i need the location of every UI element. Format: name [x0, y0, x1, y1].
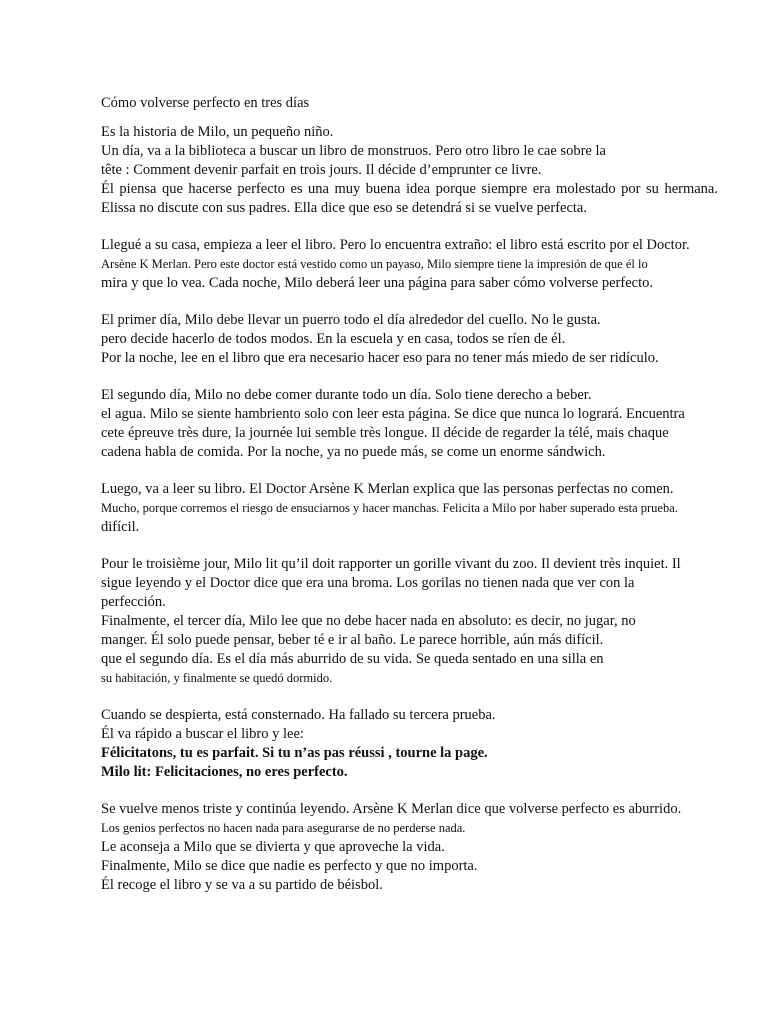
paragraph-4: [101, 386, 721, 462]
text-line: Se vuelve menos triste y continúa leyendo. Arsène K Merlan dice que volverse perfecto es aburrido.: [101, 801, 682, 817]
paragraph-7: [101, 706, 721, 782]
document-title: Cómo volverse perfecto en tres días: [101, 95, 310, 111]
text-line: Mucho, porque corremos el riesgo de ensuciarnos y hacer manchas. Felicita a Milo por haber superado esta prueba.: [101, 501, 678, 515]
document-page: [101, 94, 721, 913]
text-line: mira y que lo vea. Cada noche, Milo deberá leer una página para saber cómo volverse perfecto.: [101, 275, 653, 291]
text-line: Pour le troisième jour, Milo lit qu’il doit rapporter un gorille vivant du zoo. Il devient très inquiet. Il: [101, 556, 681, 572]
text-line: Los genios perfectos no hacen nada para asegurarse de no perderse nada.: [101, 821, 466, 835]
text-line: Llegué a su casa, empieza a leer el libro. Pero lo encuentra extraño: el libro está escrito por el Doctor.: [101, 237, 690, 253]
text-line: Es la historia de Milo, un pequeño niño.: [101, 124, 334, 140]
text-line: Él piensa que hacerse perfecto es una muy buena idea porque siempre era molestado por su hermana.: [101, 181, 718, 197]
text-line: Luego, va a leer su libro. El Doctor Arsène K Merlan explica que las personas perfectas no comen.: [101, 481, 674, 497]
text-line: cadena habla de comida. Por la noche, ya no puede más, se come un enorme sándwich.: [101, 444, 606, 460]
text-line: manger. Él solo puede pensar, beber té e ir al baño. Le parece horrible, aún más difícil.: [101, 632, 604, 648]
paragraph-6: [101, 555, 721, 688]
text-line: El primer día, Milo debe llevar un puerro todo el día alrededor del cuello. No le gusta.: [101, 312, 601, 328]
bold-text-line: Milo lit: Felicitaciones, no eres perfecto.: [101, 764, 348, 780]
text-line: Finalmente, el tercer día, Milo lee que no debe hacer nada en absoluto: es decir, no jugar, no: [101, 613, 636, 629]
text-line: Cuando se despierta, está consternado. Ha fallado su tercera prueba.: [101, 707, 496, 723]
text-line: Él recoge el libro y se va a su partido de béisbol.: [101, 877, 383, 893]
text-line: su habitación, y finalmente se quedó dormido.: [101, 671, 333, 685]
text-line: pero decide hacerlo de todos modos. En la escuela y en casa, todos se ríen de él.: [101, 331, 566, 347]
text-line: difícil.: [101, 519, 140, 535]
text-line: tête : Comment devenir parfait en trois jours. Il décide d’emprunter ce livre.: [101, 162, 542, 178]
text-line: Él va rápido a buscar el libro y lee:: [101, 726, 304, 742]
text-line: Le aconseja a Milo que se divierta y que aproveche la vida.: [101, 839, 445, 855]
text-line: Arsène K Merlan. Pero este doctor está vestido como un payaso, Milo siempre tiene la impresión de que él lo: [101, 257, 648, 271]
text-line: sigue leyendo y el Doctor dice que era una broma. Los gorilas no tienen nada que ver con la: [101, 575, 635, 591]
text-line: cete épreuve très dure, la journée lui semble très longue. Il décide de regarder la télé, mais chaque: [101, 425, 669, 441]
bold-text-line: Félicitatons, tu es parfait. Si tu n’as pas réussi , tourne la page.: [101, 745, 488, 761]
text-line: el agua. Milo se siente hambriento solo con leer esta página. Se dice que nunca lo logrará. Encuentra: [101, 406, 685, 422]
text-line: Por la noche, lee en el libro que era necesario hacer eso para no tener más miedo de ser ridículo.: [101, 350, 659, 366]
paragraph-8: [101, 800, 721, 895]
text-line: perfección.: [101, 594, 166, 610]
text-line: El segundo día, Milo no debe comer durante todo un día. Solo tiene derecho a beber.: [101, 387, 592, 403]
paragraph-5: [101, 480, 721, 537]
paragraph-3: [101, 311, 721, 368]
paragraph-1: [101, 123, 721, 218]
text-line: que el segundo día. Es el día más aburrido de su vida. Se queda sentado en una silla en: [101, 651, 604, 667]
text-line: Finalmente, Milo se dice que nadie es perfecto y que no importa.: [101, 858, 478, 874]
paragraph-2: [101, 236, 721, 293]
text-line: Elissa no discute con sus padres. Ella dice que eso se detendrá si se vuelve perfecta.: [101, 200, 587, 216]
text-line: Un día, va a la biblioteca a buscar un libro de monstruos. Pero otro libro le cae sobre la: [101, 143, 606, 159]
